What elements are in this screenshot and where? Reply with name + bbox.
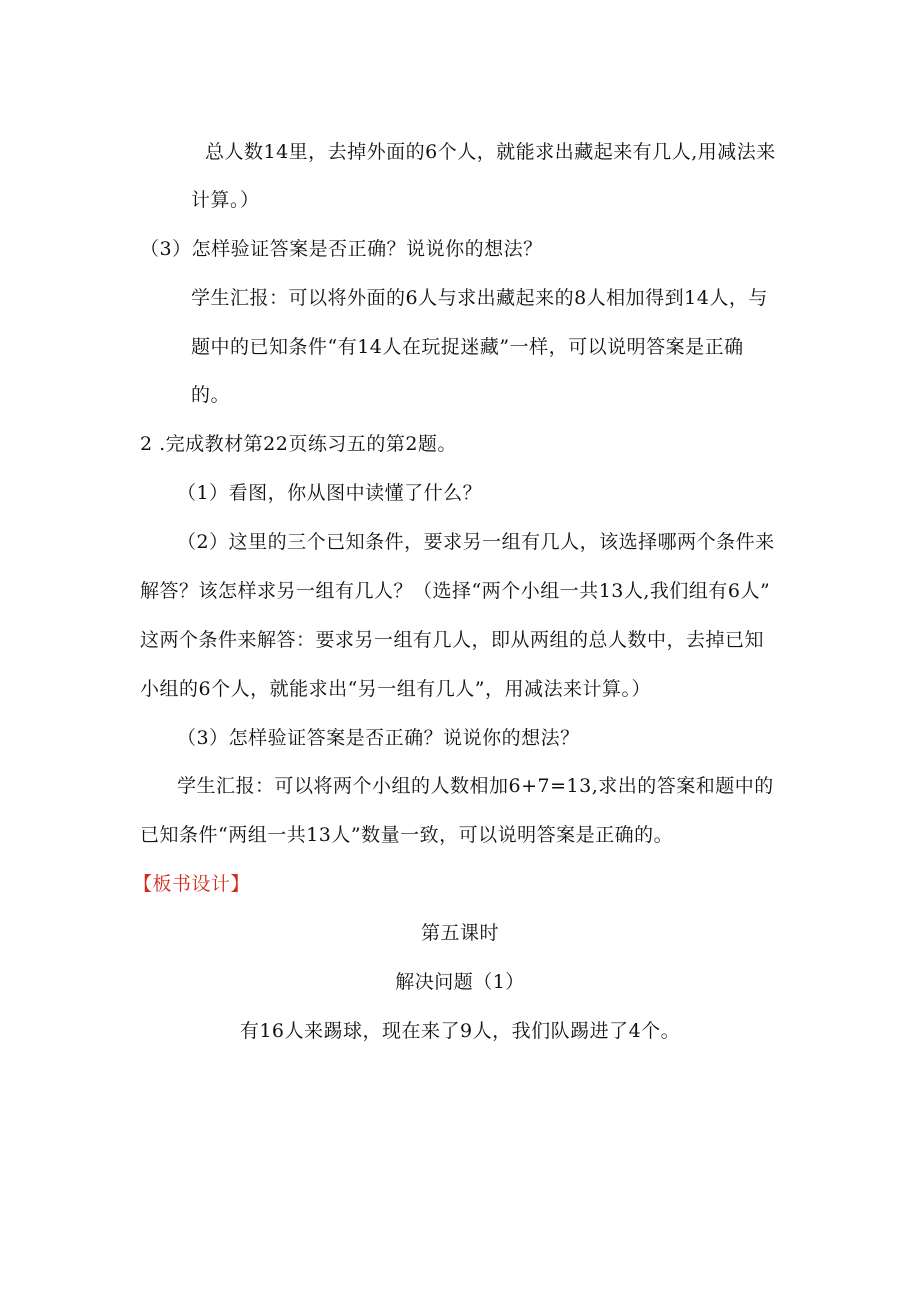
paragraph-line: 小组的6个人，就能求出“另一组有几人”，用减法来计算。） bbox=[140, 678, 652, 700]
section-heading: 【板书设计】 bbox=[133, 873, 251, 895]
paragraph-line: 计算。） bbox=[191, 189, 260, 211]
question-2-line: （2）这里的三个已知条件，要求另一组有几人，该选择哪两个条件来 bbox=[177, 531, 775, 553]
question-3-line: （3）怎样验证答案是否正确？说说你的想法？ bbox=[140, 238, 543, 260]
student-report-line: 学生汇报：可以将外面的6人与求出藏起来的8人相加得到14人，与 bbox=[191, 287, 768, 309]
paragraph-line: 已知条件“两组一共13人”数量一致，可以说明答案是正确的。 bbox=[140, 824, 674, 846]
paragraph-line: 的。 bbox=[191, 384, 231, 406]
paragraph-line: 这两个条件来解答：要求另一组有几人，即从两组的总人数中，去掉已知 bbox=[140, 629, 765, 651]
question-1-line: （1）看图，你从图中读懂了什么？ bbox=[177, 482, 483, 504]
paragraph-line: 总人数14里，去掉外面的6个人，就能求出藏起来有几人,用减法来 bbox=[205, 141, 776, 163]
board-example-text: 有16人来踢球，现在来了9人，我们队踢进了4个。 bbox=[239, 1020, 681, 1042]
paragraph-line: 解答？该怎样求另一组有几人？（选择“两个小组一共13人,我们组有6人” bbox=[140, 580, 771, 602]
paragraph-line: 题中的已知条件“有14人在玩捉迷藏”一样，可以说明答案是正确 bbox=[191, 336, 744, 358]
task-2-line: 2 .完成教材第22页练习五的第2题。 bbox=[140, 433, 457, 455]
student-report-line: 学生汇报：可以将两个小组的人数相加6+7=13,求出的答案和题中的 bbox=[177, 775, 774, 797]
question-3-line: （3）怎样验证答案是否正确？说说你的想法？ bbox=[177, 727, 580, 749]
board-topic-title: 解决问题（1） bbox=[395, 971, 525, 993]
board-lesson-title: 第五课时 bbox=[420, 922, 499, 944]
